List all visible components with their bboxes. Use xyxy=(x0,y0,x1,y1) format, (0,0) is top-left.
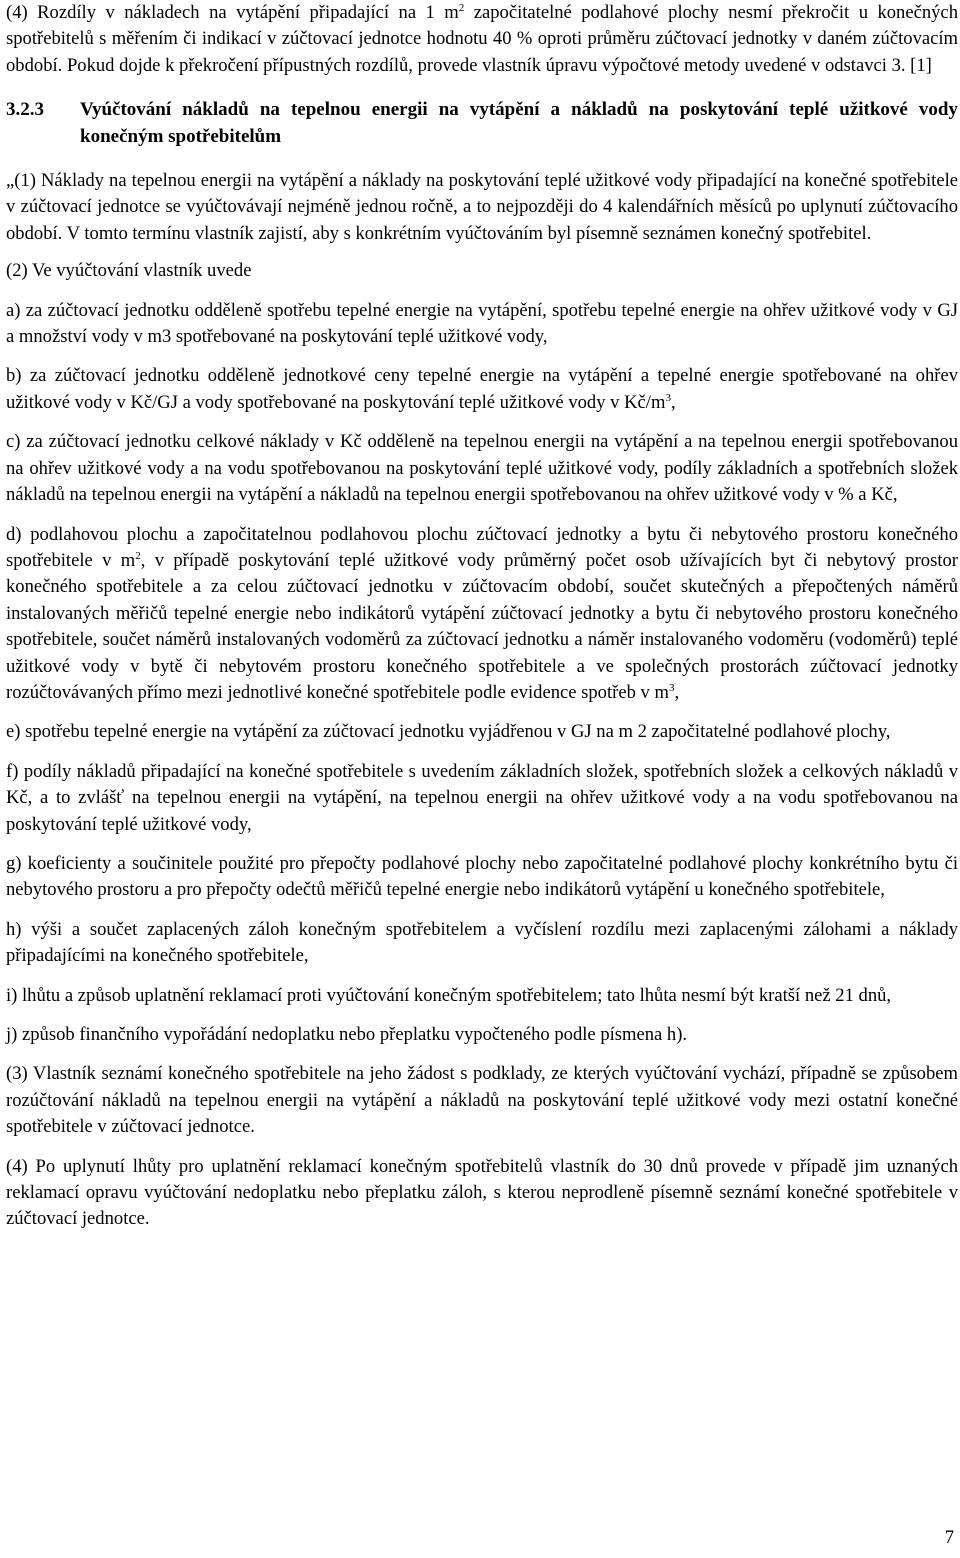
superscript: 3 xyxy=(665,391,671,404)
intro-text: (4) Rozdíly v nákladech na vytápění připadající na 1 m xyxy=(6,2,459,23)
item-d-text-continued: , v případě poskytování teplé užitkové vody průměrný počet osob užívajících byt či nebytový prostor konečného spotřebitele a za celou zúčtovací jednotku v zúčtovacím období, součet skutečných a přepočtených náměrů instalovaných měřičů tepelné energie nebo indikátorů vytápění zúčtovací jednotky a bytu či nebytového prostoru konečného spotřebitele, součet náměrů instalovaných vodoměrů za zúčtovací jednotku a náměr instalovaného vodoměru (vodoměrů) teplé užitkové vody v bytě či nebytovém prostoru konečného spotřebitele a ve společných prostorách zúčtovací jednotky rozúčtovávaných přímo mezi jednotlivé konečné spotřebitele podle evidence spotřeb v m xyxy=(6,549,958,703)
superscript: 2 xyxy=(458,2,465,14)
paragraph-3: (3) Vlastník seznámí konečného spotřebitele na jeho žádost s podklady, ze kterých vyúčtování vychází, případně se způsobem rozúčtování nákladů na tepelnou energii na vytápění a nákladů na poskytování teplé užitkové vody mezi ostatní konečné spotřebitele v zúčtovací jednotce. xyxy=(6,1063,958,1138)
item-i: i) lhůtu a způsob uplatnění reklamací proti vyúčtování konečným spotřebitelem; tato lhůta nesmí být kratší než 21 dnů, xyxy=(6,984,892,1006)
superscript: 2 xyxy=(135,549,141,562)
section-number: 3.2.3 xyxy=(6,99,44,121)
superscript: 3 xyxy=(668,681,675,694)
item-a: a) za zúčtovací jednotku odděleně spotřebu tepelné energie na vytápění, spotřebu tepelné energie na ohřev užitkové vody v GJ a množství vody v m3 spotřebované na poskytování teplé užitkové vody, xyxy=(6,299,958,348)
item-j: j) způsob finančního vypořádání nedoplatku nebo přeplatku vypočteného podle písmena h). xyxy=(6,1024,688,1045)
page-number: 7 xyxy=(944,1527,954,1548)
item-e: e) spotřebu tepelné energie na vytápění za zúčtovací jednotku vyjádřenou v GJ na m 2 započitatelné podlahové plochy, xyxy=(6,721,891,743)
item-b-text: b) za zúčtovací jednotku odděleně jednotkové ceny tepelné energie na vytápění a tepelné energie spotřebované na ohřev užitkové vody v Kč/GJ a vody spotřebované na poskytování teplé užitkové vody v Kč/m xyxy=(6,365,958,413)
paragraph-2: (2) Ve vyúčtování vlastník uvede xyxy=(6,260,252,282)
item-b xyxy=(6,363,958,416)
paragraph-4: (4) Po uplynutí lhůty pro uplatnění reklamací konečným spotřebitelů vlastník do 30 dnů provede v případě jim uznaných reklamací opravu vyúčtování nedoplatku nebo přeplatku záloh, s kterou neprodleně písemně seznámí konečné spotřebitele v zúčtovací jednotce. xyxy=(6,1155,958,1230)
item-h: h) výši a součet zaplacených záloh konečným spotřebitelem a vyčíslení rozdílu mezi zaplacenými zálohami a náklady připadajícími na konečného spotřebitele, xyxy=(6,918,958,967)
intro-paragraph xyxy=(6,0,958,79)
item-b-end: , xyxy=(670,391,676,413)
item-d-end: , xyxy=(674,681,680,703)
section-title: Vyúčtování nákladů na tepelnou energii na vytápění a nákladů na poskytování teplé užitkové vody konečným spotřebitelům xyxy=(80,99,958,147)
item-d xyxy=(6,522,958,707)
paragraph-1: „(1) Náklady na tepelnou energii na vytápění a náklady na poskytování teplé užitkové vody připadající na konečné spotřebitele v zúčtovací jednotce se vyúčtovávají nejméně jednou ročně, a to nejpozději do 4 kalendářních měsíců po uplynutí zúčtovacího období. V tomto termínu vlastník zajistí, aby s konkrétním vyúčtováním byl písemně seznámen konečný spotřebitel. xyxy=(6,170,958,244)
document-page xyxy=(6,0,958,1233)
item-c: c) za zúčtovací jednotku celkové náklady v Kč odděleně na tepelnou energii na vytápění a na tepelnou energii spotřebovanou na ohřev užitkové vody a na vodu spotřebovanou na poskytování teplé užitkové vody, podíly základních a spotřebních složek nákladů na tepelnou energii na vytápění a nákladů na tepelnou energii spotřebovanou na ohřev užitkové vody v % a Kč, xyxy=(6,431,958,506)
item-g: g) koeficienty a součinitele použité pro přepočty podlahové plochy nebo započitatelné podlahové plochy konkrétního bytu či nebytového prostoru a pro přepočty odečtů měřičů tepelné energie nebo indikátorů vytápění u konečného spotřebitele, xyxy=(6,852,958,901)
section-heading xyxy=(6,97,958,150)
item-f: f) podíly nákladů připadající na konečné spotřebitele s uvedením základních složek, spotřebních složek a celkových nákladů v Kč, a to zvlášť na tepelnou energii na vytápění, na tepelnou energii na ohřev užitkové vody a na vodu spotřebovanou na poskytování teplé užitkové vody, xyxy=(6,760,958,835)
item-d-text: d) podlahovou plochu a započitatelnou podlahovou plochu zúčtovací jednotky a bytu či nebytového prostoru konečného spotřebitele v m xyxy=(6,523,958,571)
intro-text-continued: započitatelné podlahové plochy nesmí překročit u konečných spotřebitelů s měřením či indikací v zúčtovací jednotce hodnotu 40 % oproti průměru zúčtovací jednotky v daném zúčtovacím období. Pokud dojde k překročení přípustných rozdílů, provede vlastník úpravu výpočtové metody uvedené v odstavci 3. [1] xyxy=(6,2,958,76)
